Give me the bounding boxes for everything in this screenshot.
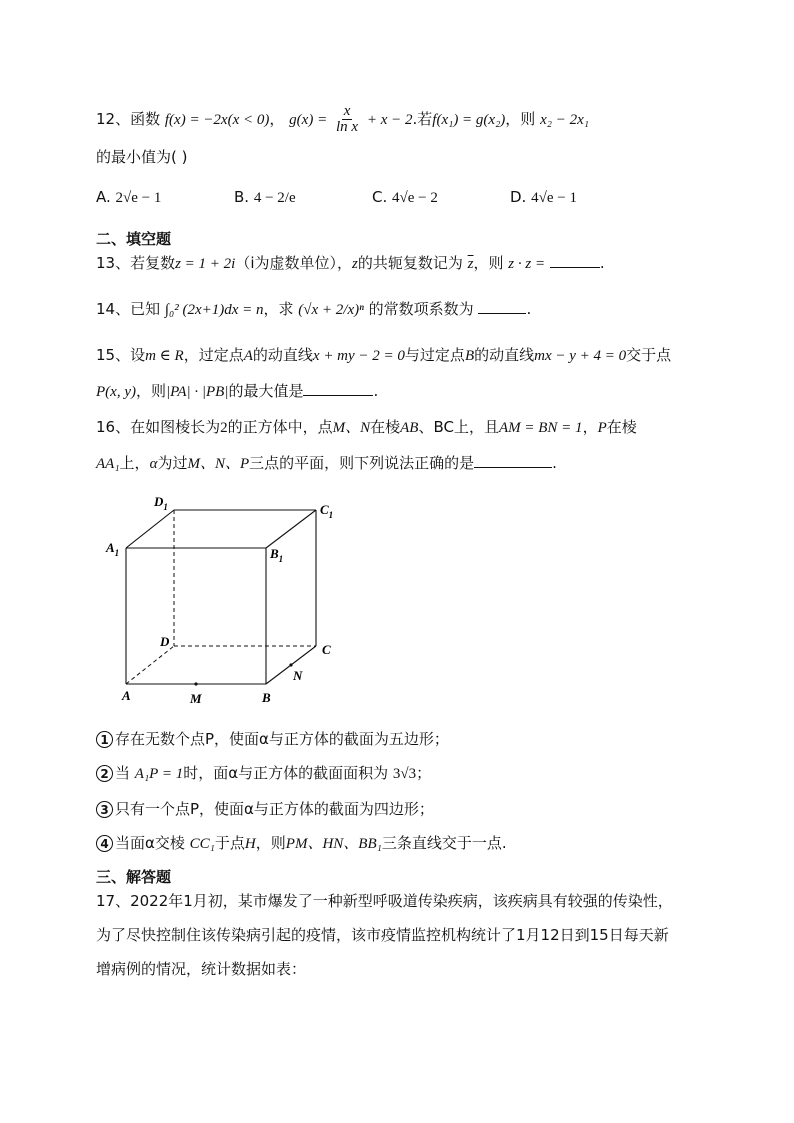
label-b1: $B_1$ [270,546,284,564]
q16-prefix: 16、在如图棱长为 [96,418,221,436]
statement-4-cc1: CC₁ [189,836,215,852]
label-c: C [322,642,331,657]
q13-answer-blank[interactable] [550,253,600,268]
q13-end: . [599,254,605,272]
q15-mid6: ，则 [135,382,166,400]
q12-option-a [96,186,161,209]
statement-4-mid2: ，则 [255,834,286,852]
q12-option-d [510,186,577,209]
q14-line [96,298,531,321]
option-c-label: C. [372,188,388,206]
q16-mid2: 在棱 [370,418,401,436]
q15-mid4: 的动直线 [474,346,535,364]
statement-2-end: ； [416,764,432,782]
cube-diagram [100,488,360,708]
q15-point-p: P(x, y) [96,384,136,400]
point-m [194,682,197,685]
q13-line [96,252,605,275]
q16-mid: 的正方体中，点 [227,418,333,436]
q13-product: z · z = [508,256,546,272]
statement-4-lines: PM、HN、BB₁ [285,836,382,852]
q12-option-c [372,186,438,209]
edge-b1c1 [266,510,316,548]
circled-number-2: 2 [96,765,113,782]
statement-3-text: 只有一个点P，使面α与正方体的截面为四边形； [115,800,434,818]
statement-4-pre: 当面α交棱 [115,834,185,852]
q14-prefix: 14、已知 [96,300,161,318]
label-c1: $C_1$ [320,502,334,520]
q17-line2: 为了尽快控制住该传染病引起的疫情，该市疫情监控机构统计了1月12日到15日每天新 [96,926,669,944]
point-n [289,663,292,666]
q14-answer-blank[interactable] [478,299,526,314]
q15-mid5: 交于点 [626,346,672,364]
q12-g-fraction [334,104,360,135]
option-d-label: D. [510,188,527,206]
q13-prefix: 13、若复数 [96,254,176,272]
q15-line-eq2: mx − y + 4 = 0 [534,348,627,364]
q15-expr: |PA| · |PB| [165,384,229,400]
circled-number-4: 4 [96,835,113,852]
q16-alpha: α [149,456,158,472]
q15-point-a: A [243,348,253,364]
q16-mid5: 在棱 [606,418,637,436]
statement-4-mid: 于点 [214,834,245,852]
q13-mid: （i为虚数单位）， [235,254,353,272]
statement-2 [96,762,431,785]
q12-g-left: g(x) = [289,112,328,128]
q16-line1 [96,416,637,439]
q15-mid: ，过定点 [183,346,244,364]
q12-f-def: f(x) = −2x(x < 0) [164,112,270,128]
q16-p: P [597,420,607,436]
option-b-value: 4 − 2/e [253,190,296,206]
section-title-fill-in: 二、填空题 [96,230,172,248]
label-n: N [293,668,303,683]
statement-4 [96,832,507,855]
label-m: M [190,691,202,706]
q15-end: . [373,382,379,400]
q16-l2-mid2: 为过 [157,454,188,472]
q16-l2-suffix: 三点的平面，则下列说法正确的是 [249,454,475,472]
q14-binomial: (√x + 2/x)ⁿ [298,302,364,318]
statement-2-mid: 时，面α与正方体的截面面积为 [183,764,389,782]
q12-g-den: ln x [335,119,359,135]
label-d: D [160,634,170,649]
q12-g-right: + x − 2 [366,112,413,128]
q12-line1 [96,104,589,135]
edge-a1d1 [126,510,174,548]
q17-line1: 17、2022年1月初，某市爆发了一种新型呼吸道传染疾病，该疾病具有较强的传染性， [96,892,673,910]
section-title-solve: 三、解答题 [96,868,172,886]
q16-ab: AB [400,420,419,436]
q16-l2-end: . [552,454,557,472]
option-d-value: 4√e − 1 [531,190,577,206]
q14-suffix: 的常数项系数为 [368,300,474,318]
q14-integral: ∫₀² (2x+1)dx = n [164,302,264,318]
q12-cond: f(x₁) = g(x₂) [432,112,506,128]
q12-g-num: x [343,103,351,119]
label-b: B [262,690,271,705]
statement-1-text: 存在无数个点P，使面α与正方体的截面为五边形； [115,730,449,748]
option-a-label: A. [96,188,111,206]
statement-1 [96,728,449,750]
q13-z: z = 1 + 2i [175,256,236,272]
edge-ad-hidden [126,646,174,684]
circled-number-1: 1 [96,731,113,748]
statement-3 [96,798,434,820]
q16-line2 [96,452,557,475]
q16-mid4: ， [582,418,598,436]
q13-zbar: $\overline{z}$ [467,256,474,272]
option-c-value: 4√e − 2 [392,190,438,206]
label-a: A [122,688,131,703]
q14-end: . [526,300,532,318]
q15-answer-blank[interactable] [303,381,373,396]
q17-line3: 增病例的情况，统计数据如表： [96,960,307,978]
q16-cond: AM = BN = 1 [498,420,583,436]
q16-aa1: AA₁ [96,456,120,472]
statement-4-h: H [244,836,256,852]
option-b-label: B. [234,188,250,206]
q12-mid: .若 [412,110,433,128]
q12-prefix: 12、函数 [96,110,161,128]
q13-mid2: 的共轭复数记为 [357,254,463,272]
q15-line2 [96,380,378,403]
statement-2-pre: 当 [115,764,131,782]
q15-suffix: 的最大值是 [228,382,304,400]
q16-len: 2 [220,420,228,436]
label-a1: $A_1$ [106,540,120,558]
q13-mid3: ，则 [473,254,504,272]
label-d1: $D_1$ [154,494,168,512]
q16-l2-mid: 上， [119,454,150,472]
q12-option-b [234,186,296,209]
q12-expr: x₂ − 2x₁ [540,112,589,128]
q15-mid2: 的动直线 [252,346,313,364]
q14-mid: ，求 [263,300,294,318]
q16-answer-blank[interactable] [474,453,552,468]
q15-m: m ∈ R [145,348,184,364]
q15-line-eq1: x + my − 2 = 0 [312,348,405,364]
q13-zv: z [352,256,358,272]
q15-mid3: 与过定点 [404,346,465,364]
q12-mid2: ，则 [505,110,536,128]
q16-mid3: 、BC上，且 [418,418,499,436]
statement-2-cond: A₁P = 1 [134,766,184,782]
option-a-value: 2√e − 1 [115,190,162,206]
q15-line1 [96,344,671,367]
q12-line2: 的最小值为( ) [96,148,188,166]
q16-mnp: M、N、P [187,456,250,472]
statement-2-val: 3√3 [392,766,417,782]
circled-number-3: 3 [96,801,113,818]
q12-comma: ， [269,110,285,128]
q15-point-b: B [464,348,475,364]
q15-prefix: 15、设 [96,346,146,364]
q16-mn: M、N [332,420,371,436]
statement-4-end: 三条直线交于一点. [381,834,507,852]
